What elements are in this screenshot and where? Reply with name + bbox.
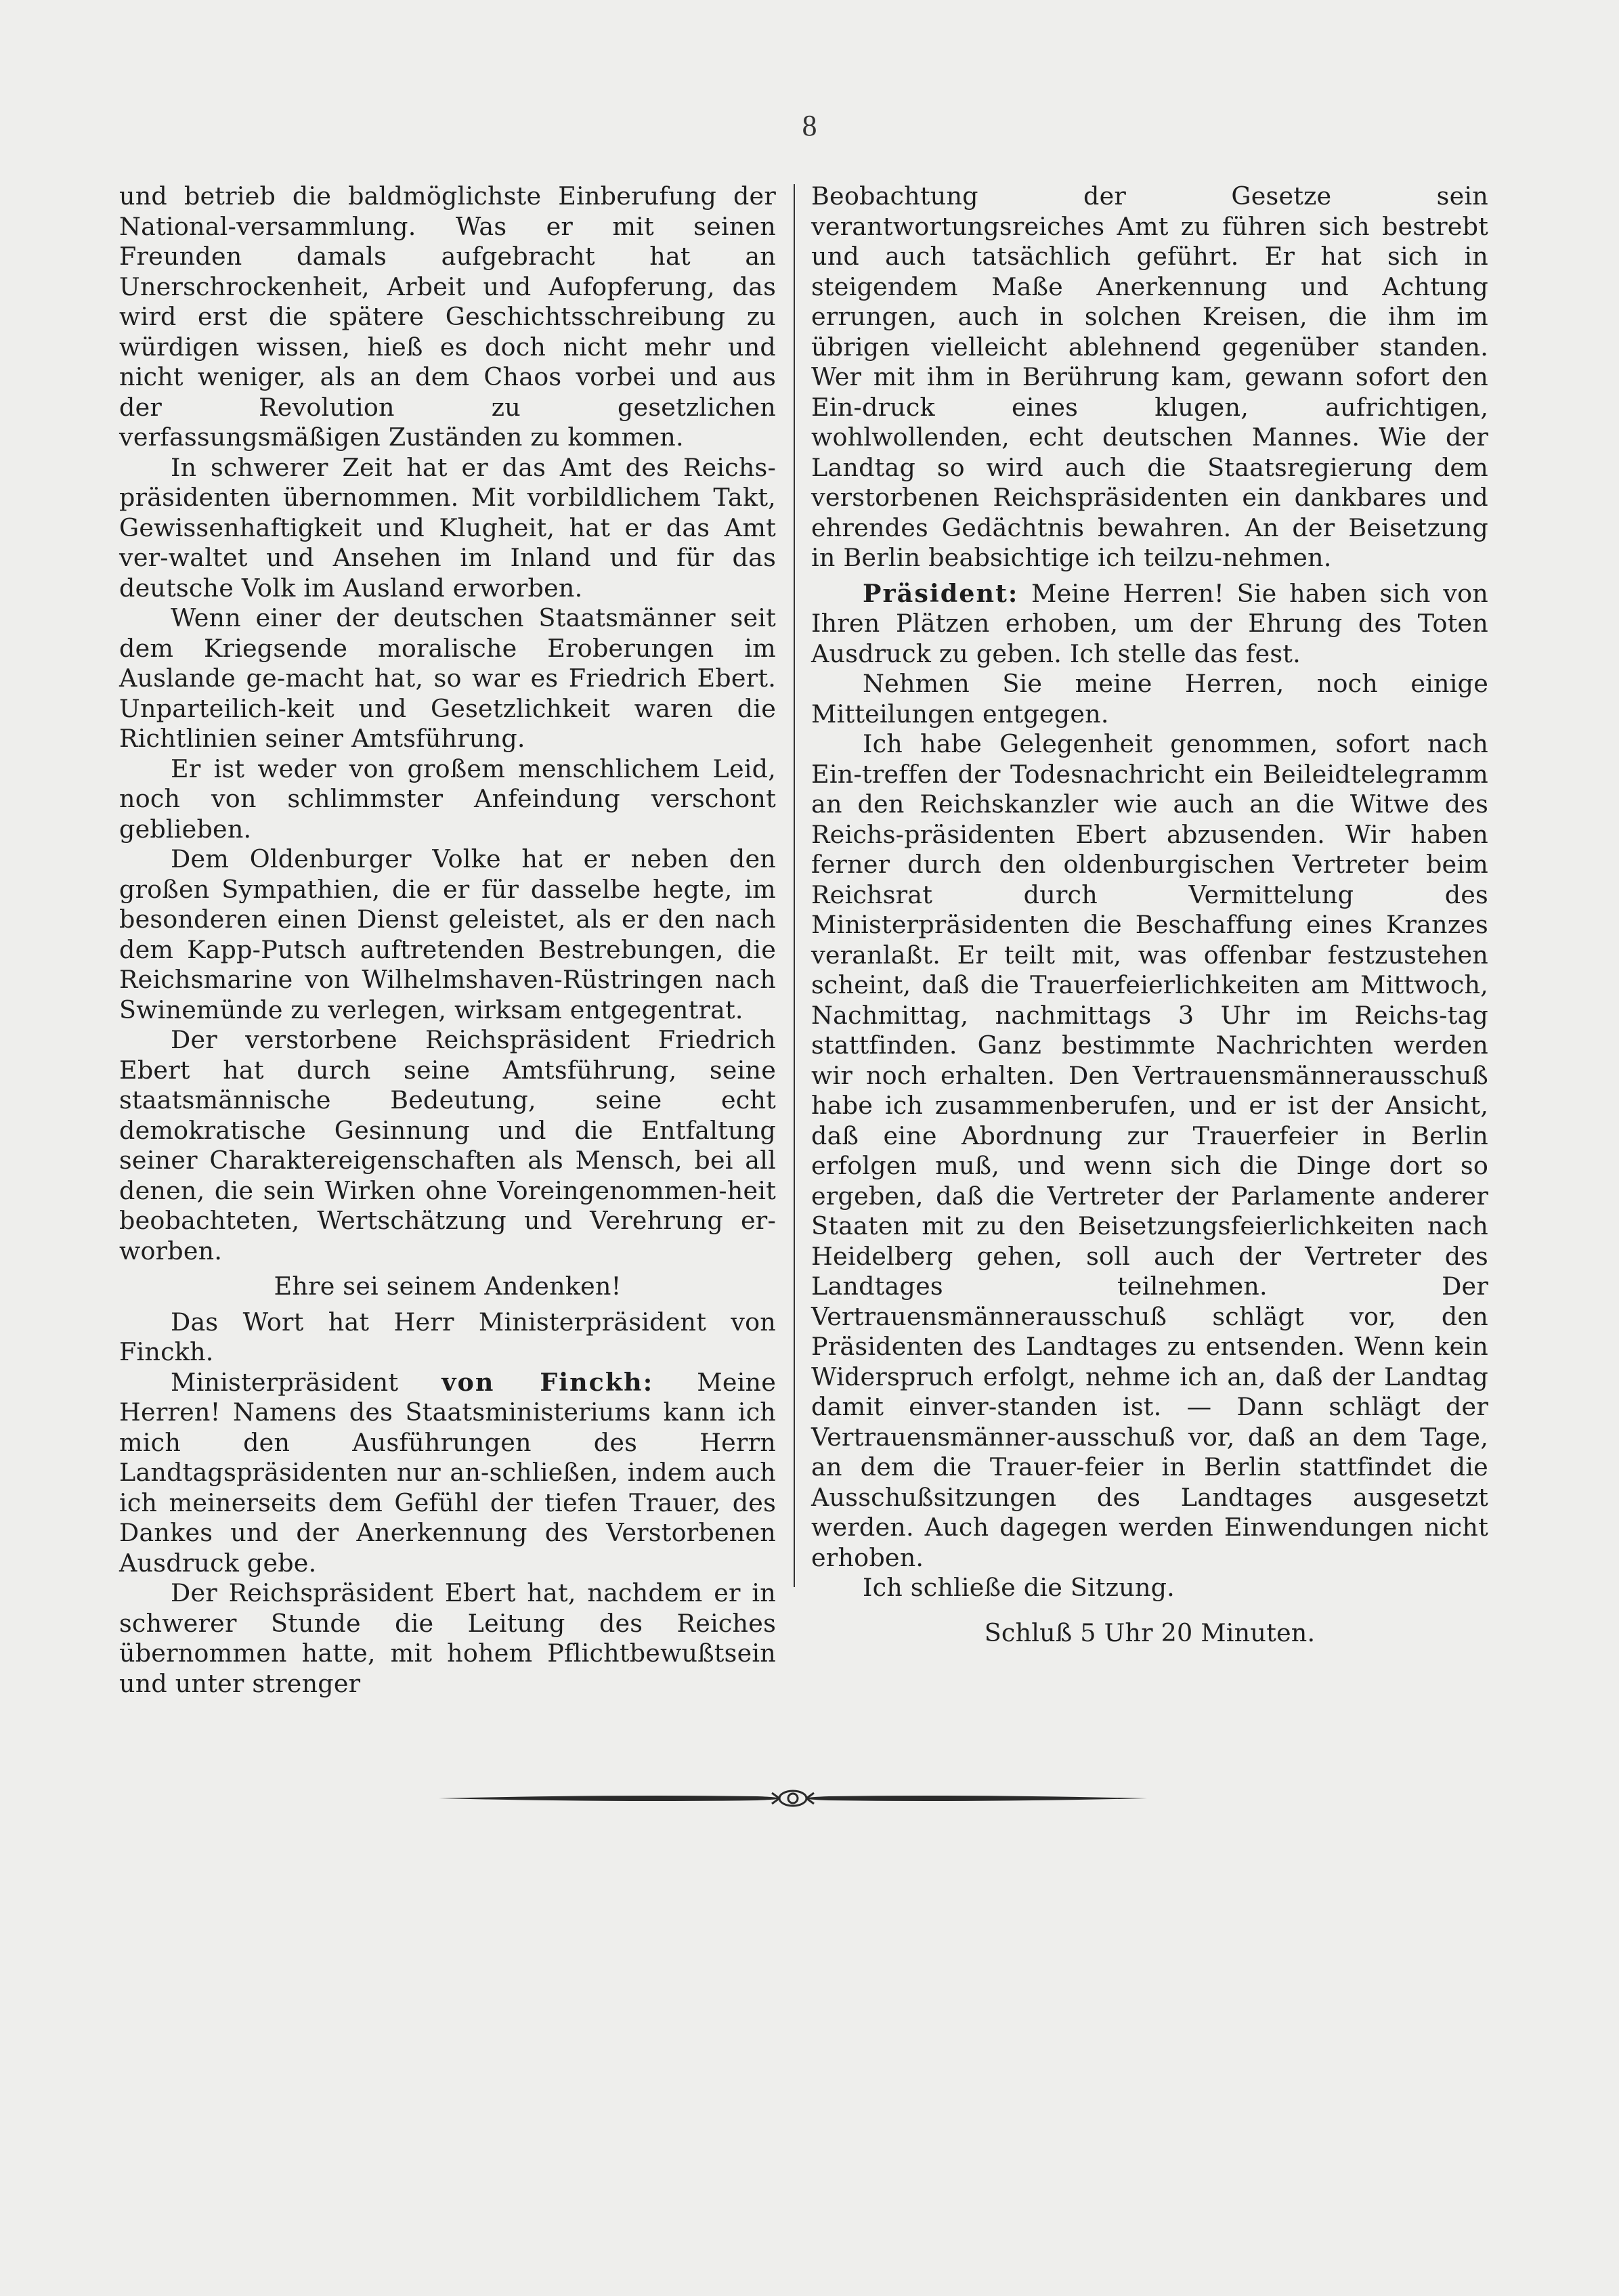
right-paragraph-2 [811,579,1488,670]
left-column [119,181,776,1699]
left-paragraph-2: In schwerer Zeit hat er das Amt des Reichs-präsidenten übernommen. Mit vorbildlichem Takt, Gewissenhaftigkeit und Klugheit, hat er das Amt ver-waltet und Ansehen im Inland und für das deutsche Volk im Ausland erworben. [119,452,776,603]
right-paragraph-5: Ich schließe die Sitzung. [863,1573,1175,1602]
right-paragraph-1: Beobachtung der Gesetze sein verantwortungsreiches Amt zu führen sich bestrebt und auch tatsächlich geführt. Er hat sich in steigendem Maße Anerkennung und Achtung errungen, auch in solchen Kreisen, die ihm im übrigen vielleicht ablehnend gegenüber standen. Wer mit ihm in Berührung kam, gewann sofort den Ein-druck eines klugen, aufrichtigen, wohlwollenden, echt deutschen Mannes. Wie der Landtag so wird auch die Staatsregierung dem verstorbenen Reichspräsidenten ein dankbares und ehrendes Gedächtnis bewahren. An der Beisetzung in Berlin beabsichtige ich teilzu-nehmen. [811,181,1488,572]
speaker-name: Präsident: [863,578,1019,608]
left-paragraph-1: und betrieb die baldmöglichste Einberufung der National-versammlung. Was er mit seinen Freunden damals aufgebracht hat an Unerschrockenheit, Arbeit und Aufopferung, das wird erst die spätere Geschichtsschreibung zu würdigen wissen, hieß es doch nicht mehr und nicht weniger, als an dem Chaos vorbei und aus der Revolution zu gesetzlichen verfassungsmäßigen Zuständen zu kommen. [119,181,776,452]
left-paragraph-10: Der Reichspräsident Ebert hat, nachdem er in schwerer Stunde die Leitung des Reiches übernommen hatte, mit hohem Pflichtbewußtsein und unter strenger [119,1578,776,1698]
left-paragraph-7: Ehre sei seinem Andenken! [274,1272,622,1301]
left-paragraph-8: Das Wort hat Herr Ministerpräsident von Finckh. [119,1307,776,1366]
left-paragraph-6: Der verstorbene Reichspräsident Friedrich Ebert hat durch seine Amtsführung, seine staatsmännische Bedeutung, seine echt demokratische Gesinnung und die Entfaltung seiner Charaktereigenschaften als Mensch, bei all denen, die sein Wirken ohne Voreingenommen-heit beobachteten, Wertschätzung und Verehrung er-worben. [119,1025,776,1265]
left-paragraph-3: Wenn einer der deutschen Staatsmänner seit dem Kriegsende moralische Eroberungen im Auslande ge-macht hat, so war es Friedrich Ebert. Unparteilich-keit und Gesetzlichkeit waren die Richtlinien seiner Amtsführung. [119,603,776,753]
right-column [811,181,1488,1648]
right-paragraph-3: Nehmen Sie meine Herren, noch einige Mitteilungen entgegen. [811,669,1488,729]
left-paragraph-4: Er ist weder von großem menschlichem Leid, noch von schlimmster Anfeindung verschont geblieben. [119,754,776,844]
page-number: 8 [802,109,817,142]
left-paragraph-9-text: Meine Herren! Namens des Staatsministeriums kann ich mich den Ausführungen des Herrn Landtagspräsidenten nur an-schließen, indem auch ich meinerseits dem Gefühl der tiefen Trauer, des Dankes und der Anerkennung des Verstorbenen Ausdruck gebe. [119,1367,776,1578]
left-paragraph-9 [119,1368,776,1579]
right-paragraph-6: Schluß 5 Uhr 20 Minuten. [984,1618,1316,1647]
right-paragraph-4: Ich habe Gelegenheit genommen, sofort nach Ein-treffen der Todesnachricht ein Beileidtelegramm an den Reichskanzler wie auch an die Witwe des Reichs-präsidenten Ebert abzusenden. Wir haben ferner durch den oldenburgischen Vertreter beim Reichsrat durch Vermittelung des Ministerpräsidenten die Beschaffung eines Kranzes veranlaßt. Er teilt mit, was offenbar festzustehen scheint, daß die Trauerfeierlichkeiten am Mittwoch, Nachmittag, nachmittags 3 Uhr im Reichs-tag stattfinden. Ganz bestimmte Nachrichten werden wir noch erhalten. Den Vertrauensmännerausschuß habe ich zusammenberufen, und er ist der Ansicht, daß eine Abordnung zur Trauerfeier in Berlin erfolgen muß, und wenn sich die Dinge dort so ergeben, daß die Vertreter der Parlamente anderer Staaten mit zu den Beisetzungsfeierlichkeiten nach Heidelberg gehen, soll auch der Vertreter des Landtages teilnehmen. Der Vertrauensmännerausschuß schlägt vor, den Präsidenten des Landtages zu entsenden. Wenn kein Widerspruch erfolgt, nehme ich an, daß der Landtag damit einver-standen ist. — Dann schlägt der Vertrauensmänner-ausschuß vor, daß an dem Tage, an dem die Trauer-feier in Berlin stattfindet die Ausschußsitzungen des Landtages ausgesetzt werden. Auch dagegen werden Einwendungen nicht erhoben. [811,729,1488,1572]
right-paragraph-2-text: Meine Herren! Sie haben sich von Ihren Plätzen erhoben, um der Ehrung des Toten Ausdruck zu geben. Ich stelle das fest. [811,578,1488,668]
left-paragraph-5: Dem Oldenburger Volke hat er neben den großen Sympathien, die er für dasselbe hegte, im besonderen einen Dienst geleistet, als er den nach dem Kapp-Putsch auftretenden Bestrebungen, die Reichsmarine von Wilhelmshaven-Rüstringen nach Swinemünde zu verlegen, wirksam entgegentrat. [119,844,776,1024]
ornament-divider [439,1778,1147,1819]
speaker-name: von Finckh: [441,1367,654,1397]
column-divider [794,184,795,1587]
left-paragraph-9-lead: Ministerpräsident [171,1367,442,1397]
